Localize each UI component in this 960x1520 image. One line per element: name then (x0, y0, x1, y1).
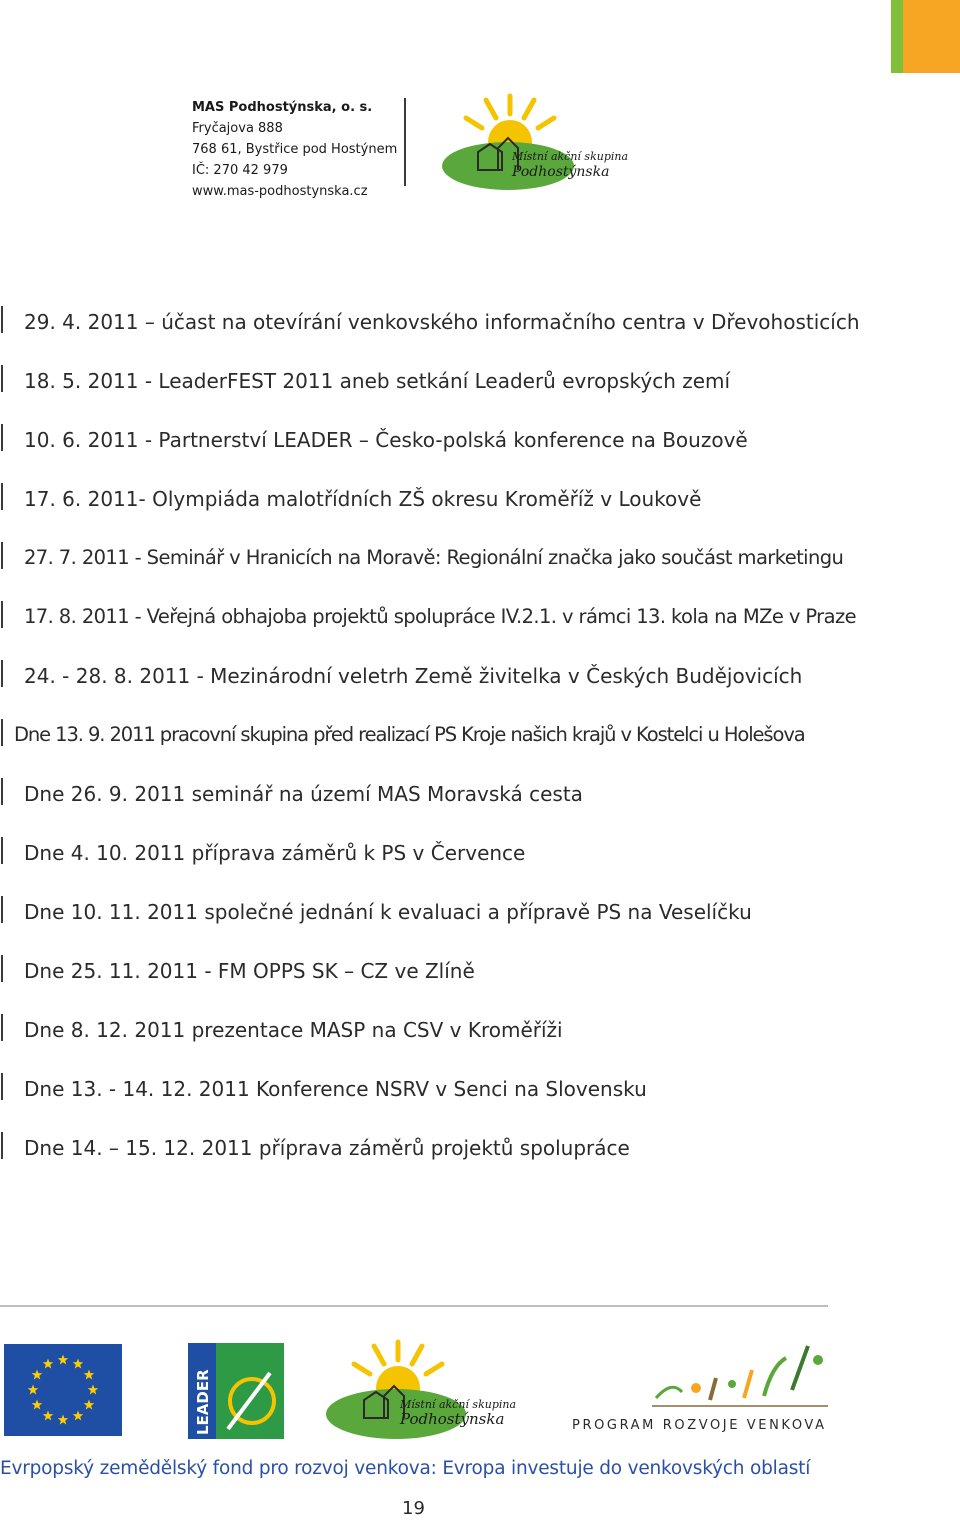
event-item (0, 941, 960, 1000)
event-item (0, 351, 960, 410)
event-text: Dne 25. 11. 2011 - FM OPPS SK – CZ ve Zlíně (24, 958, 475, 983)
event-item (0, 410, 960, 469)
event-text: 10. 6. 2011 - Partnerství LEADER – Česko-polská konference na Bouzově (24, 427, 748, 452)
org-ico: IČ: 270 42 979 (192, 163, 288, 178)
event-text: 18. 5. 2011 - LeaderFEST 2011 aneb setkání Leaderů evropských zemí (24, 368, 731, 393)
header-logo-line1: Místní akční skupina (512, 150, 629, 163)
event-bullet-bar (1, 1073, 3, 1100)
event-bullet-bar (1, 778, 3, 805)
event-bullet-bar (1, 365, 3, 392)
event-text: Dne 26. 9. 2011 seminář na území MAS Moravská cesta (24, 781, 583, 806)
header-logo-line2: Podhostýnska (512, 164, 610, 180)
event-bullet-bar (1, 424, 3, 451)
event-item (0, 764, 960, 823)
event-text: Dne 10. 11. 2011 společné jednání k evaluaci a přípravě PS na Veselíčku (24, 899, 752, 924)
event-bullet-bar (1, 955, 3, 982)
event-bullet-bar (1, 1014, 3, 1041)
event-bullet-bar (1, 660, 3, 687)
corner-color-tab (891, 0, 960, 73)
event-text: 27. 7. 2011 - Seminář v Hranicích na Moravě: Regionální značka jako součást marketingu (24, 546, 844, 569)
event-text: Dne 4. 10. 2011 příprava záměrů k PS v Července (24, 840, 526, 865)
event-bullet-bar (1, 306, 3, 333)
corner-tab-green (891, 0, 903, 73)
event-item (0, 1059, 960, 1118)
org-city: 768 61, Bystřice pod Hostýnem (192, 142, 398, 157)
eafrd-caption: Evrpopský zemědělský fond pro rozvoj venkova: Evropa investuje do venkovských oblastí (0, 1458, 811, 1479)
event-text: Dne 13. - 14. 12. 2011 Konference NSRV v Senci na Slovensku (24, 1076, 647, 1101)
event-bullet-bar (1, 1132, 3, 1159)
footer-logo-line1: Místní akční skupina (400, 1398, 517, 1411)
event-bullet-bar (1, 837, 3, 864)
mas-podhostynska-logo (438, 92, 638, 192)
events-list (0, 292, 960, 1177)
event-text: 24. - 28. 8. 2011 - Mezinárodní veletrh Země živitelka v Českých Budějovicích (24, 663, 803, 688)
program-rozvoje-venkova-logo (652, 1340, 828, 1410)
event-item (0, 1000, 960, 1059)
org-web: www.mas-podhostynska.cz (192, 184, 368, 199)
event-item (0, 528, 960, 587)
corner-tab-orange (903, 0, 960, 73)
event-text: Dne 14. – 15. 12. 2011 příprava záměrů projektů spolupráce (24, 1135, 630, 1160)
leader-logo (188, 1343, 284, 1439)
page-number: 19 (402, 1498, 425, 1519)
event-bullet-bar (1, 896, 3, 923)
leader-logo-text: LEADER (194, 1369, 212, 1435)
event-item (0, 587, 960, 646)
event-item (0, 705, 960, 764)
event-item (0, 292, 960, 351)
header-divider (404, 98, 406, 186)
program-label: PROGRAM ROZVOJE VENKOVA (572, 1418, 827, 1433)
event-bullet-bar (1, 483, 3, 510)
event-item (0, 646, 960, 705)
eu-flag-icon (4, 1344, 122, 1436)
footer-mas-logo (322, 1338, 532, 1442)
event-text: Dne 13. 9. 2011 pracovní skupina před realizací PS Kroje našich krajů v Kostelci u Holešova (14, 723, 805, 746)
organization-address (192, 97, 397, 202)
event-text: 29. 4. 2011 – účast na otevírání venkovského informačního centra v Dřevohosticích (24, 309, 860, 334)
org-street: Fryčajova 888 (192, 121, 283, 136)
org-name: MAS Podhostýnska, o. s. (192, 100, 373, 115)
event-text: 17. 6. 2011- Olympiáda malotřídních ZŠ okresu Kroměříž v Loukově (24, 486, 702, 511)
event-text: 17. 8. 2011 - Veřejná obhajoba projektů spolupráce IV.2.1. v rámci 13. kola na MZe v Praze (24, 605, 856, 628)
event-bullet-bar (1, 542, 3, 569)
footer-logo-line2: Podhostýnska (400, 1410, 505, 1428)
footer-divider (0, 1305, 828, 1307)
event-item (0, 1118, 960, 1177)
event-item (0, 823, 960, 882)
event-text: Dne 8. 12. 2011 prezentace MASP na CSV v Kroměříži (24, 1017, 563, 1042)
event-bullet-bar (1, 719, 3, 746)
event-item (0, 882, 960, 941)
event-bullet-bar (1, 601, 3, 628)
event-item (0, 469, 960, 528)
